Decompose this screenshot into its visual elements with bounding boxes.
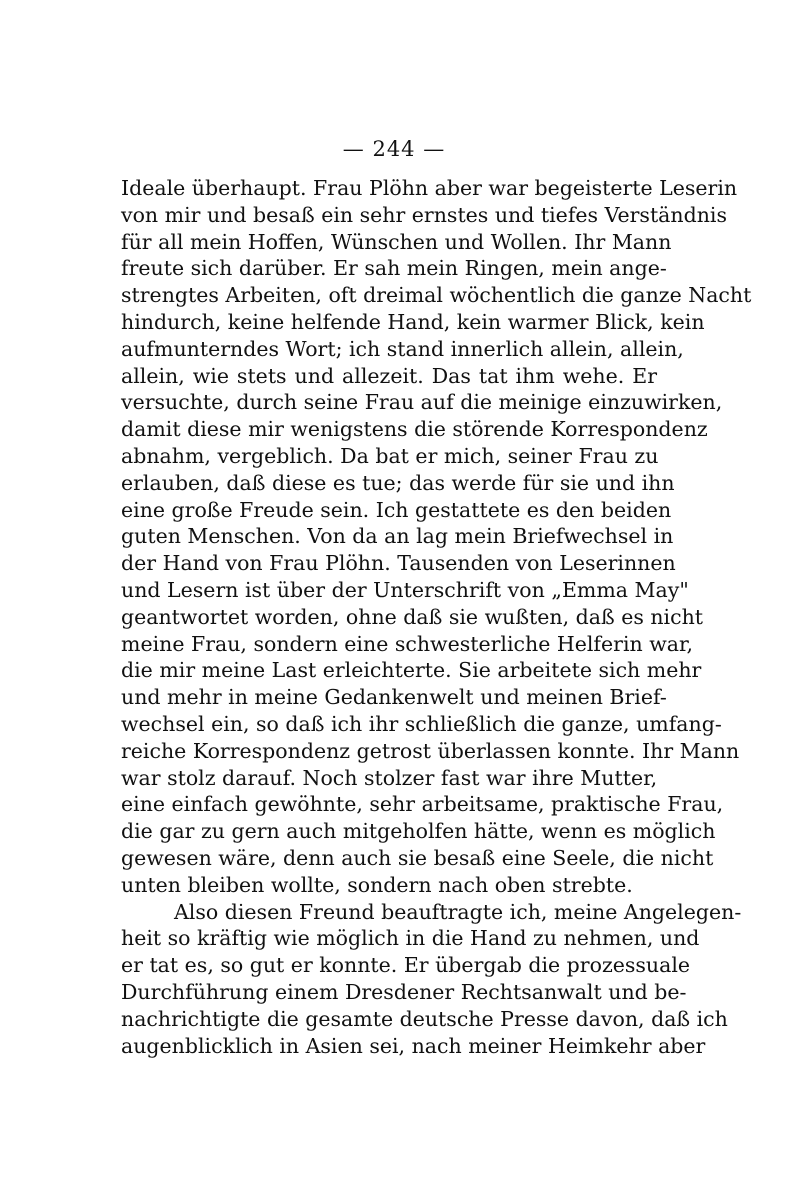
text-line: und mehr in meine Gedankenwelt und meinen Brief- — [121, 685, 667, 710]
text-line: reiche Korrespondenz getrost überlassen konnte. Ihr Mann — [121, 738, 740, 763]
text-line: Ideale überhaupt. Frau Plöhn aber war begeisterte Leserin — [121, 176, 738, 200]
text-line: für all mein Hoffen, Wünschen und Wollen. Ihr Mann — [121, 229, 672, 254]
page-body-text — [121, 175, 752, 1059]
text-line: unten bleiben wollte, sondern nach oben strebte. — [121, 872, 633, 897]
text-line: Durchführung einem Dresdener Rechtsanwalt und be- — [121, 979, 687, 1004]
text-line: meine Frau, sondern eine schwesterliche Helferin war, — [121, 631, 694, 656]
text-line: eine große Freude sein. Ich gestattete es den beiden — [121, 497, 672, 522]
page-number: — 244 — — [342, 137, 446, 161]
text-line: und Lesern ist über der Unterschrift von „Emma May" — [121, 577, 689, 602]
text-line: versuchte, durch seine Frau auf die meinige einzuwirken, — [121, 390, 723, 415]
text-line: heit so kräftig wie möglich in die Hand zu nehmen, und — [121, 926, 700, 951]
text-line: von mir und besaß ein sehr ernstes und tiefes Verständnis — [121, 202, 728, 227]
text-line: eine einfach gewöhnte, sehr arbeitsame, praktische Frau, — [121, 792, 724, 817]
text-line: augenblicklich in Asien sei, nach meiner Heimkehr aber — [121, 1033, 706, 1058]
text-line: Also diesen Freund beauftragte ich, meine Angelegen- — [174, 899, 742, 924]
text-line: guten Menschen. Von da an lag mein Briefwechsel in — [121, 524, 674, 549]
text-line: freute sich darüber. Er sah mein Ringen, mein ange- — [121, 256, 667, 281]
text-line: abnahm, vergeblich. Da bat er mich, seiner Frau zu — [121, 443, 659, 468]
text-line: er tat es, so gut er konnte. Er übergab die prozessuale — [121, 953, 691, 978]
text-line: hindurch, keine helfende Hand, kein warmer Blick, kein — [121, 309, 705, 334]
text-line: die mir meine Last erleichterte. Sie arbeitete sich mehr — [121, 658, 702, 683]
text-line: aufmunterndes Wort; ich stand innerlich allein, allein, — [121, 336, 684, 361]
text-line: gewesen wäre, denn auch sie besaß eine Seele, die nicht — [121, 845, 714, 870]
text-line: nachrichtigte die gesamte deutsche Presse davon, daß ich — [121, 1006, 728, 1031]
paragraph — [121, 175, 752, 899]
text-line: damit diese mir wenigstens die störende Korrespondenz — [121, 417, 708, 442]
text-line: geantwortet worden, ohne daß sie wußten, daß es nicht — [121, 604, 704, 629]
text-line: strengtes Arbeiten, oft dreimal wöchentlich die ganze Nacht — [121, 283, 752, 308]
text-line: der Hand von Frau Plöhn. Tausenden von Leserinnen — [121, 551, 676, 576]
text-line: wechsel ein, so daß ich ihr schließlich die ganze, umfang- — [121, 711, 722, 736]
text-line: erlauben, daß diese es tue; das werde für sie und ihn — [121, 470, 675, 495]
text-line: war stolz darauf. Noch stolzer fast war ihre Mutter, — [121, 765, 658, 790]
text-line: allein, wie stets und allezeit. Das tat ihm wehe. Er — [121, 363, 657, 388]
paragraph — [121, 899, 742, 1060]
text-line: die gar zu gern auch mitgeholfen hätte, wenn es möglich — [121, 819, 716, 844]
